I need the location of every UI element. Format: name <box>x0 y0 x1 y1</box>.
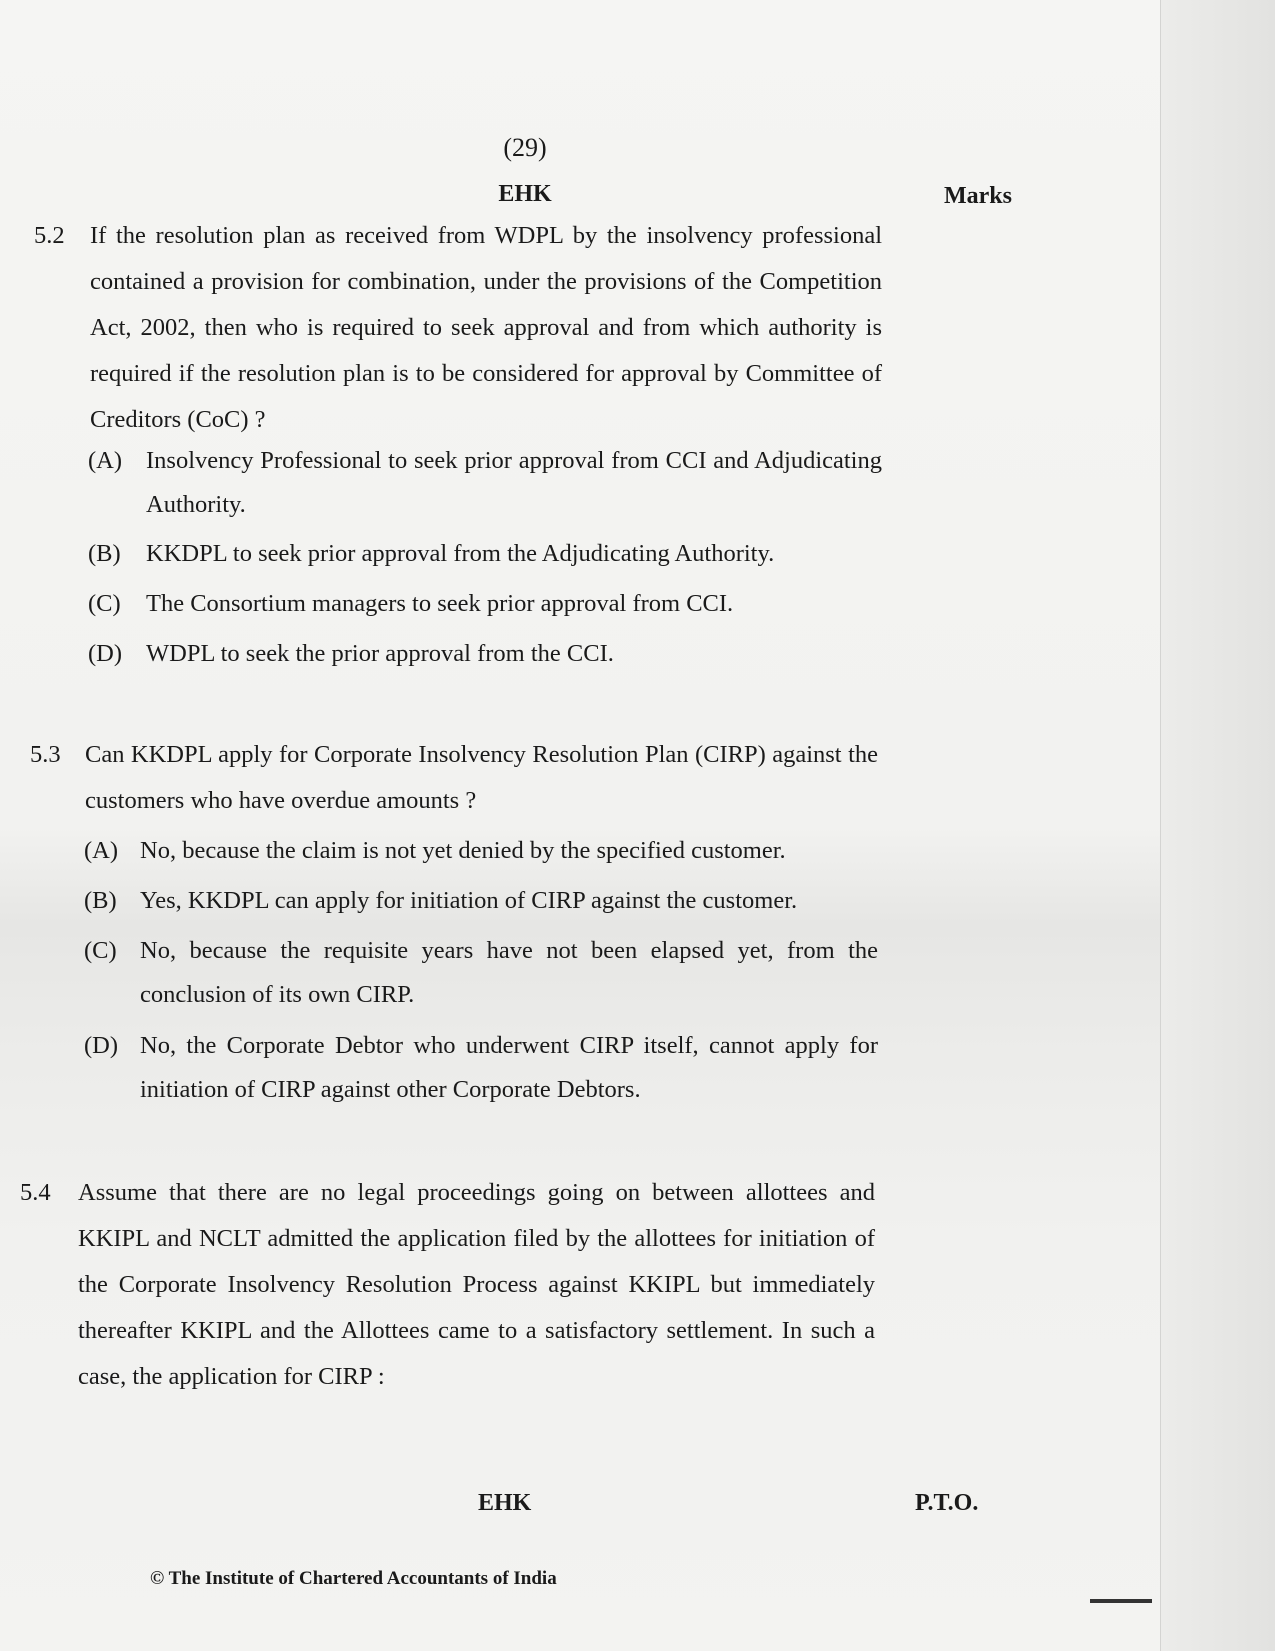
question-5-2 <box>34 213 882 443</box>
question-text: Assume that there are no legal proceedings going on between allottees and KKIPL and NCLT admitted the application filed by the allottees for initiation of the Corporate Insolvency Resolution Process against KKIPL but immediately thereafter KKIPL and the Allottees came to a satisfactory settlement. In such a case, the application for CIRP : <box>78 1179 875 1390</box>
option-label: (A) <box>84 837 119 864</box>
paper-code-footer: EHK <box>478 1490 532 1516</box>
option-5-3-c <box>84 929 878 1017</box>
page-number: (29) <box>503 133 547 162</box>
option-label: (C) <box>84 937 117 964</box>
option-5-3-b <box>84 879 878 923</box>
scan-mark <box>1090 1599 1152 1603</box>
option-5-2-b <box>88 532 882 576</box>
option-text: No, the Corporate Debtor who underwent CIRP itself, cannot apply for initiation of CIRP against other Corporate Debtors. <box>140 1032 878 1103</box>
question-5-4 <box>20 1170 875 1400</box>
option-text: KKDPL to seek prior approval from the Adjudicating Authority. <box>146 540 775 567</box>
option-5-3-d <box>84 1024 878 1112</box>
copyright-notice: © The Institute of Chartered Accountants of India <box>150 1568 557 1589</box>
question-number: 5.4 <box>20 1179 51 1206</box>
option-label: (D) <box>88 640 123 667</box>
option-label: (B) <box>84 887 117 914</box>
question-text: If the resolution plan as received from WDPL by the insolvency professional contained a provision for combination, under the provisions of the Competition Act, 2002, then who is required to seek approval and from which authority is required if the resolution plan is to be considered for approval by Committee of Creditors (CoC) ? <box>90 222 882 433</box>
option-5-2-d <box>88 632 882 676</box>
option-text: The Consortium managers to seek prior approval from CCI. <box>146 590 734 617</box>
question-text: Can KKDPL apply for Corporate Insolvency Resolution Plan (CIRP) against the customers who have overdue amounts ? <box>85 741 878 814</box>
option-5-2-c <box>88 582 882 626</box>
option-5-2-a <box>88 439 882 527</box>
question-number: 5.2 <box>34 222 65 249</box>
option-label: (B) <box>88 540 121 567</box>
question-number: 5.3 <box>30 741 61 768</box>
option-text: Insolvency Professional to seek prior approval from CCI and Adjudicating Authority. <box>146 447 882 518</box>
option-label: (D) <box>84 1032 119 1059</box>
scan-edge <box>1160 0 1275 1651</box>
option-text: No, because the requisite years have not been elapsed yet, from the conclusion of its own CIRP. <box>140 937 878 1008</box>
option-label: (A) <box>88 447 123 474</box>
marks-label: Marks <box>944 183 1012 209</box>
paper-code-header: EHK <box>498 181 552 207</box>
option-label: (C) <box>88 590 121 617</box>
option-5-3-a <box>84 829 878 873</box>
option-text: Yes, KKDPL can apply for initiation of CIRP against the customer. <box>140 887 798 914</box>
option-text: No, because the claim is not yet denied by the specified customer. <box>140 837 786 864</box>
pto-label: P.T.O. <box>915 1490 979 1516</box>
question-5-3 <box>30 732 878 824</box>
option-text: WDPL to seek the prior approval from the CCI. <box>146 640 614 667</box>
